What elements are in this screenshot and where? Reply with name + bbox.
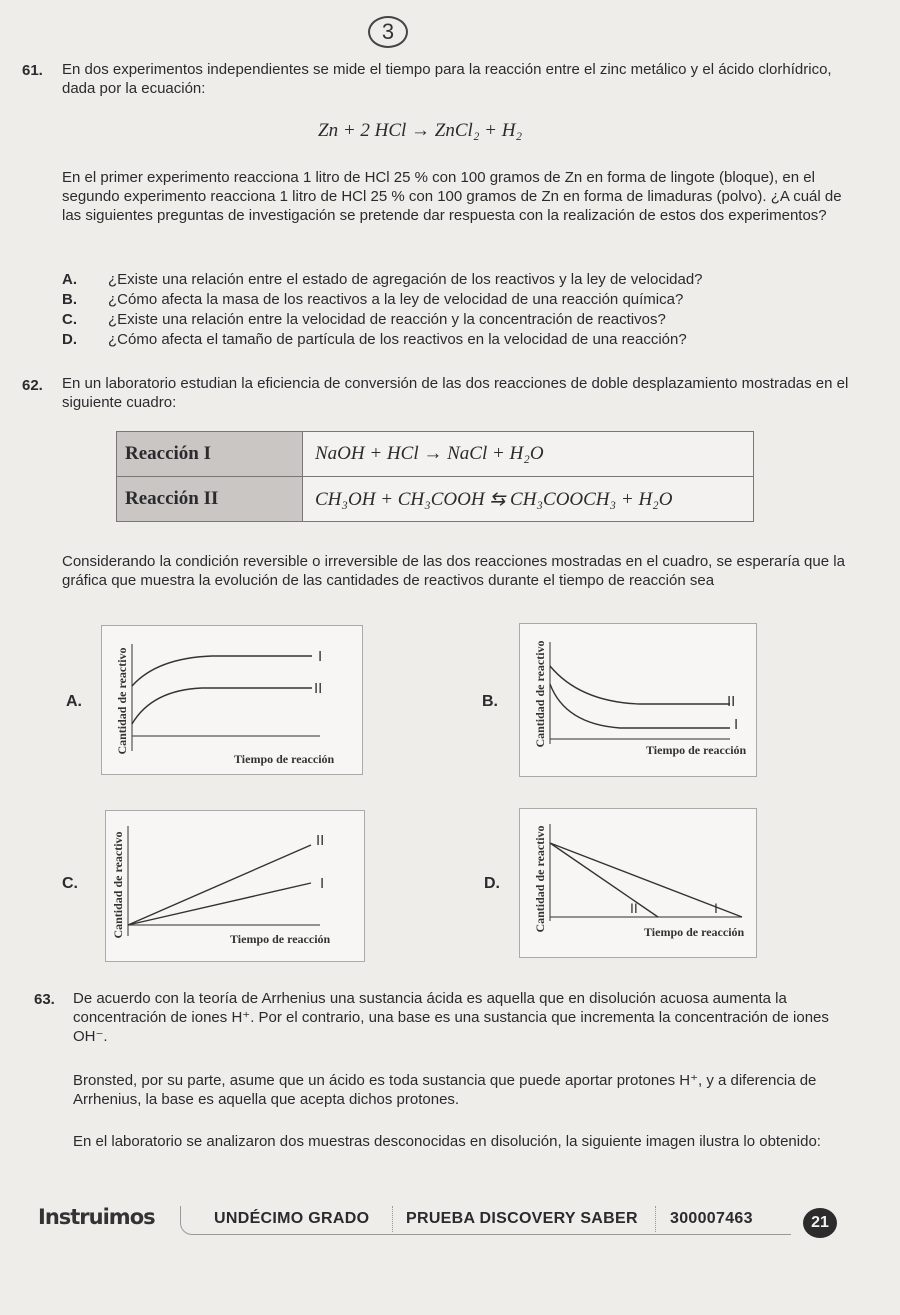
graph-a-letter[interactable]: A.: [66, 693, 82, 710]
curve-ii: [132, 688, 312, 724]
q63-p3: En el laboratorio se analizaron dos muestras desconocidas en disolución, la siguiente imagen ilustra lo obtenido:: [73, 1133, 821, 1150]
option-text: ¿Existe una relación entre el estado de agregación de los reactivos y la ley de velocidad?: [108, 271, 703, 288]
q61-intro: En dos experimentos independientes se mide el tiempo para la reacción entre el zinc metálico y el ácido clorhídrico, dada por la ecuación:: [62, 61, 832, 97]
q61-option-b[interactable]: [62, 290, 862, 310]
graph-d-plot: [520, 809, 756, 957]
curve-label: II: [630, 900, 638, 916]
option-text: ¿Cómo afecta el tamaño de partícula de los reactivos en la velocidad de una reacción?: [108, 331, 687, 348]
q63-p2: Bronsted, por su parte, asume que un ácido es toda sustancia que puede aportar protones H⁺, y a diferencia de Arrhenius, la base es aquella que acepta dichos protones.: [73, 1072, 817, 1108]
graph-a-ylabel: Cantidad de reactivo: [115, 647, 129, 755]
reaction-formula: NaOH + HCl → NaCl + H₂O: [303, 432, 754, 477]
curve-label: II: [316, 832, 325, 849]
footer-divider: [655, 1206, 656, 1232]
footer-test: PRUEBA DISCOVERY SABER: [406, 1210, 638, 1227]
q63-p1: De acuerdo con la teoría de Arrhenius una sustancia ácida es aquella que en disolución acuosa aumenta la concentración de iones H⁺. Por el contrario, una base es una sustancia que incrementa la concentración de iones OH⁻.: [73, 990, 829, 1045]
option-letter: D.: [62, 331, 77, 348]
curve-label: I: [734, 716, 739, 733]
curve-ii: [550, 843, 658, 917]
curve-i: [128, 883, 311, 925]
option-letter: A.: [62, 271, 77, 288]
page-number: 21: [803, 1208, 837, 1238]
q63-number: 63.: [34, 991, 55, 1008]
footer-code: 300007463: [670, 1210, 753, 1227]
reactions-table: [116, 431, 754, 522]
option-text: ¿Cómo afecta la masa de los reactivos a la ley de velocidad de una reacción química?: [108, 291, 684, 308]
graph-c-plot: [106, 811, 364, 961]
graph-b-ylabel: Cantidad de reactivo: [533, 640, 547, 748]
q61-body: En el primer experimento reacciona 1 litro de HCl 25 % con 100 gramos de Zn en forma de lingote (bloque), en el segundo experimento reacciona 1 litro de HCl 25 % con 100 gramos de Zn en forma de limaduras (polvo). ¿A cuál de las siguientes preguntas de investigación se pretende dar respuesta con la realización de estos dos experimentos?: [62, 169, 842, 224]
page-mark: 3: [368, 16, 408, 48]
table-row: [117, 477, 754, 522]
graph-b-xlabel: Tiempo de reacción: [646, 743, 747, 757]
reaction-label: Reacción I: [117, 432, 303, 477]
q62-intro: En un laboratorio estudian la eficiencia de conversión de las dos reacciones de doble desplazamiento mostradas en el siguiente cuadro:: [62, 375, 849, 411]
graph-b-letter[interactable]: B.: [482, 693, 498, 710]
option-letter: B.: [62, 291, 77, 308]
graph-a-xlabel: Tiempo de reacción: [234, 752, 335, 766]
q61-number: 61.: [22, 62, 43, 79]
q62-number: 62.: [22, 377, 43, 394]
graph-b[interactable]: [519, 623, 757, 777]
curve-label: I: [714, 900, 718, 916]
curve-label: II: [314, 680, 323, 697]
graph-d-xlabel: Tiempo de reacción: [644, 925, 745, 939]
graph-c[interactable]: [105, 810, 365, 962]
instruimos-logo: Instruimos: [38, 1205, 155, 1229]
q61-option-d[interactable]: [62, 330, 862, 350]
curve-label: II: [727, 693, 736, 710]
reaction-label: Reacción II: [117, 477, 303, 522]
footer-grade: UNDÉCIMO GRADO: [214, 1210, 370, 1227]
q61-options: [62, 270, 862, 350]
option-letter: C.: [62, 311, 77, 328]
graph-c-ylabel: Cantidad de reactivo: [111, 831, 125, 939]
q61-option-a[interactable]: [62, 270, 862, 290]
option-text: ¿Existe una relación entre la velocidad de reacción y la concentración de reactivos?: [108, 311, 666, 328]
graph-c-xlabel: Tiempo de reacción: [230, 932, 331, 946]
curve-label: I: [318, 648, 323, 665]
graph-a[interactable]: [101, 625, 363, 775]
graph-d[interactable]: [519, 808, 757, 958]
q61-equation: Zn + 2 HCl → ZnCl₂ + H₂: [318, 120, 523, 141]
curve-ii: [128, 845, 311, 925]
graph-a-plot: [102, 626, 362, 774]
curve-i: [550, 684, 730, 728]
curve-label: I: [320, 875, 325, 892]
reaction-formula: CH₃OH + CH₃COOH ⇆ CH₃COOCH₃ + H₂O: [303, 477, 754, 522]
graph-d-ylabel: Cantidad de reactivo: [533, 825, 547, 933]
q61-option-c[interactable]: [62, 310, 862, 330]
graph-b-plot: [520, 624, 756, 776]
graph-d-letter[interactable]: D.: [484, 875, 500, 892]
footer-divider: [392, 1206, 393, 1232]
curve-ii: [550, 666, 730, 704]
q62-question: Considerando la condición reversible o irreversible de las dos reacciones mostradas en el cuadro, se esperaría que la gráfica que muestra la evolución de las cantidades de reactivos durante el tiempo de reacción sea: [62, 553, 845, 589]
curve-i: [132, 656, 312, 686]
graph-c-letter[interactable]: C.: [62, 875, 78, 892]
table-row: [117, 432, 754, 477]
